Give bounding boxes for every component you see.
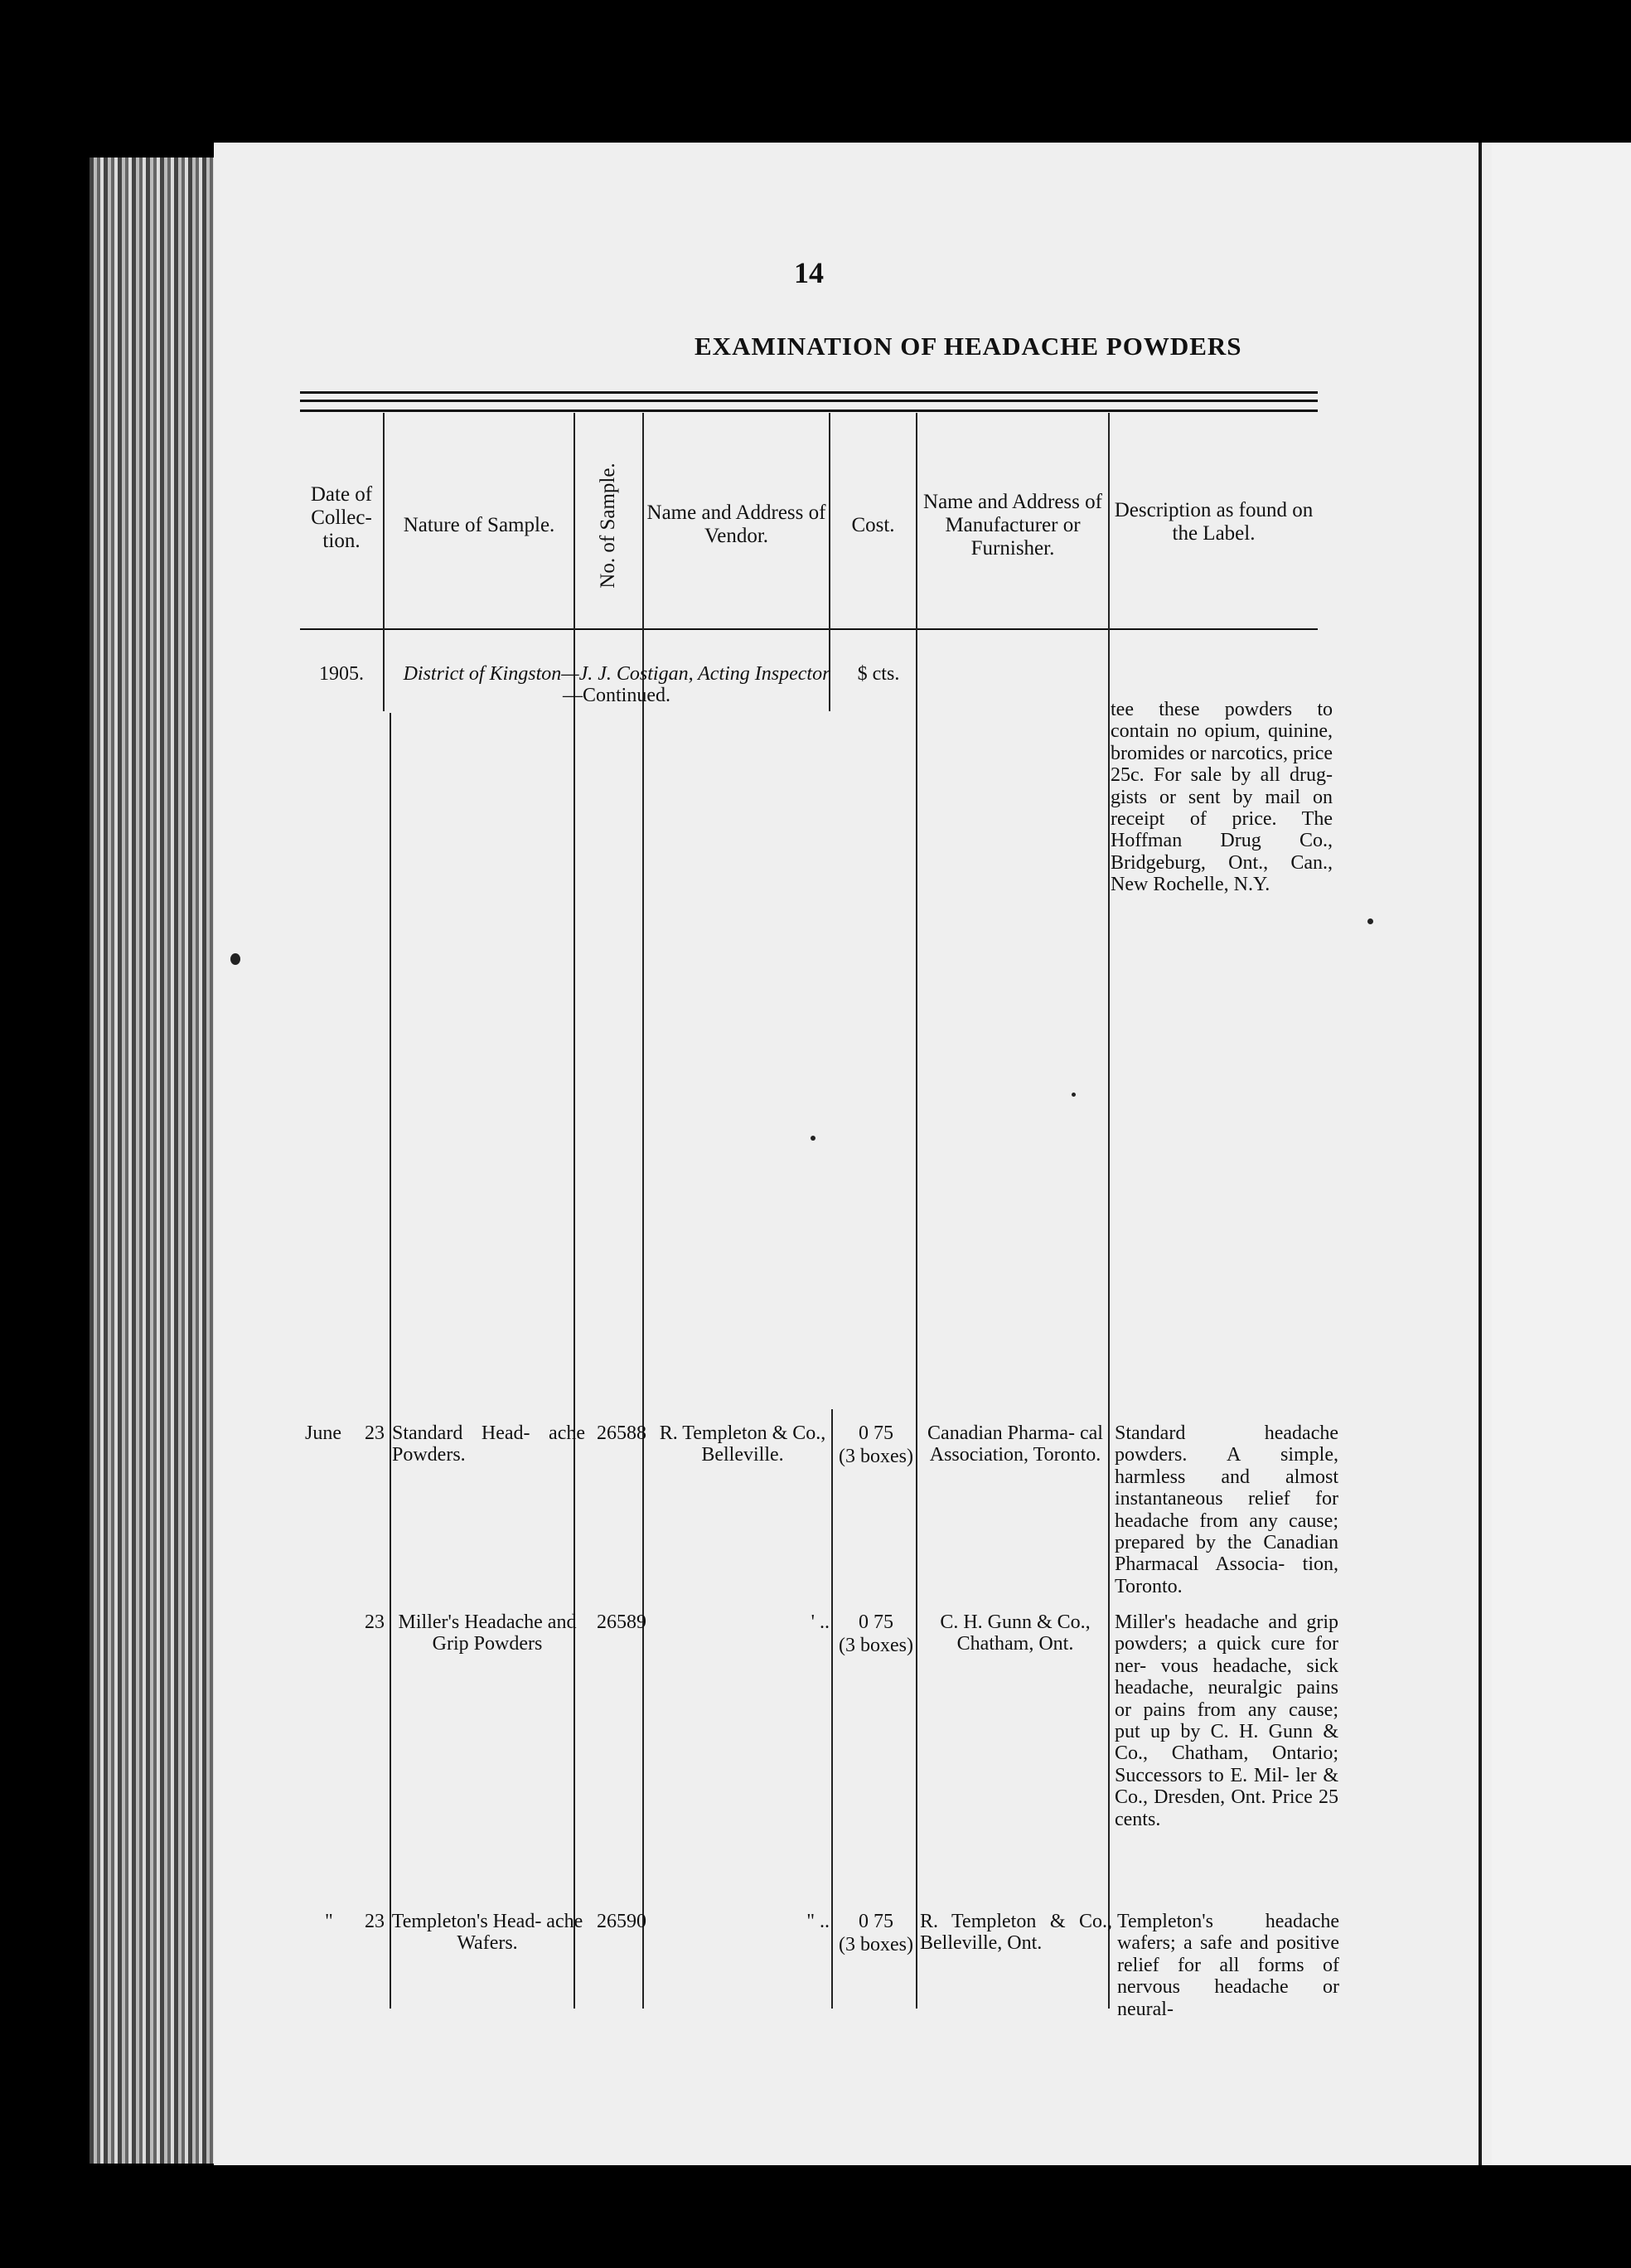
row-cost: 0 75 xyxy=(859,1611,893,1633)
header-description: Description as found on the Label. xyxy=(1114,499,1314,545)
header-cost: Cost. xyxy=(851,514,895,536)
row-sample-number: 26588 xyxy=(597,1422,646,1444)
ink-speck xyxy=(1072,1093,1076,1097)
currency-unit: $ cts. xyxy=(857,663,900,685)
row-description: Templeton's headache wafers; a safe and positive relief for all forms of nervous headache or neural- xyxy=(1117,1911,1339,2020)
row-month: " xyxy=(325,1911,333,1932)
column-divider xyxy=(390,713,391,2009)
page-number: 14 xyxy=(794,256,824,289)
row-manufacturer: R. Templeton & Co., Belleville, Ont. xyxy=(920,1911,1112,1955)
page xyxy=(214,143,1482,2165)
header-date: Date of Collec- tion. xyxy=(310,483,373,552)
row-cost: 0 75 xyxy=(859,1422,893,1444)
year: 1905. xyxy=(319,663,364,685)
row-day: 23 xyxy=(365,1422,385,1444)
column-divider xyxy=(916,413,917,2009)
continued-description: tee these powders to contain no opium, quinine, bromides or narcotics, price 25c. For sale by all drug- gists or sent by mail on receipt of price. The Hoffman Drug Co., Bridgeburg, Ont., Can., New Rochelle, N.Y. xyxy=(1111,699,1333,896)
book-page-edges xyxy=(90,158,222,2164)
row-manufacturer: Canadian Pharma- cal Association, Toronto. xyxy=(927,1422,1103,1466)
row-sample-number: 26589 xyxy=(597,1611,646,1633)
district-heading xyxy=(398,663,835,707)
ink-speck xyxy=(1367,918,1373,924)
row-vendor: " .. xyxy=(806,1911,830,1932)
row-nature: Standard Head- ache Powders. xyxy=(392,1422,585,1466)
title-rule xyxy=(300,400,1318,402)
column-divider xyxy=(642,413,644,2009)
header-nature: Nature of Sample. xyxy=(403,514,555,536)
table-top-rule xyxy=(300,410,1318,412)
title-rule xyxy=(300,391,1318,394)
column-divider xyxy=(1108,413,1110,2009)
row-cost-note: (3 boxes) xyxy=(839,1446,913,1467)
facing-page xyxy=(1492,143,1631,2165)
row-day: 23 xyxy=(365,1611,385,1633)
row-nature: Miller's Headache and Grip Powders xyxy=(398,1611,577,1655)
ink-speck xyxy=(230,953,240,965)
row-vendor: R. Templeton & Co., Belleville. xyxy=(659,1422,826,1466)
row-description: Miller's headache and grip powders; a quick cure for ner- vous headache, sick headache, neuralgic pains or pains from any cause; put up by C. H. Gunn & Co., Chatham, Ontario; Successors to E. Mil- ler & Co., Dresden, Ont. Price 25 cents. xyxy=(1115,1611,1338,1830)
row-vendor: ' .. xyxy=(811,1611,830,1633)
header-bottom-rule xyxy=(300,628,1318,630)
row-cost-note: (3 boxes) xyxy=(839,1934,913,1955)
header-vendor: Name and Address of Vendor. xyxy=(646,502,826,547)
column-divider xyxy=(574,413,575,2009)
column-divider xyxy=(383,413,385,711)
page-fold xyxy=(1474,143,1493,2165)
row-nature: Templeton's Head- ache Wafers. xyxy=(391,1911,583,1955)
header-sample-number: No. of Sample. xyxy=(597,463,619,589)
district-name: District of Kingston—J. J. Costigan, Acting Inspector xyxy=(403,663,830,685)
row-month: June xyxy=(305,1422,341,1444)
row-manufacturer: C. H. Gunn & Co., Chatham, Ont. xyxy=(940,1611,1091,1655)
row-cost: 0 75 xyxy=(859,1911,893,1932)
ink-speck xyxy=(811,1136,816,1141)
page-title: EXAMINATION OF HEADACHE POWDERS xyxy=(695,332,1242,361)
row-day: 23 xyxy=(365,1911,385,1932)
district-continued: —Continued. xyxy=(563,685,670,707)
row-cost-note: (3 boxes) xyxy=(839,1635,913,1656)
header-manufacturer: Name and Address of Manufacturer or Furnisher. xyxy=(923,491,1102,560)
row-description: Standard headache powders. A simple, harmless and almost instantaneous relief for headache from any cause; prepared by the Canadian Pharmacal Associa- tion, Toronto. xyxy=(1115,1422,1338,1597)
row-sample-number: 26590 xyxy=(597,1911,646,1932)
